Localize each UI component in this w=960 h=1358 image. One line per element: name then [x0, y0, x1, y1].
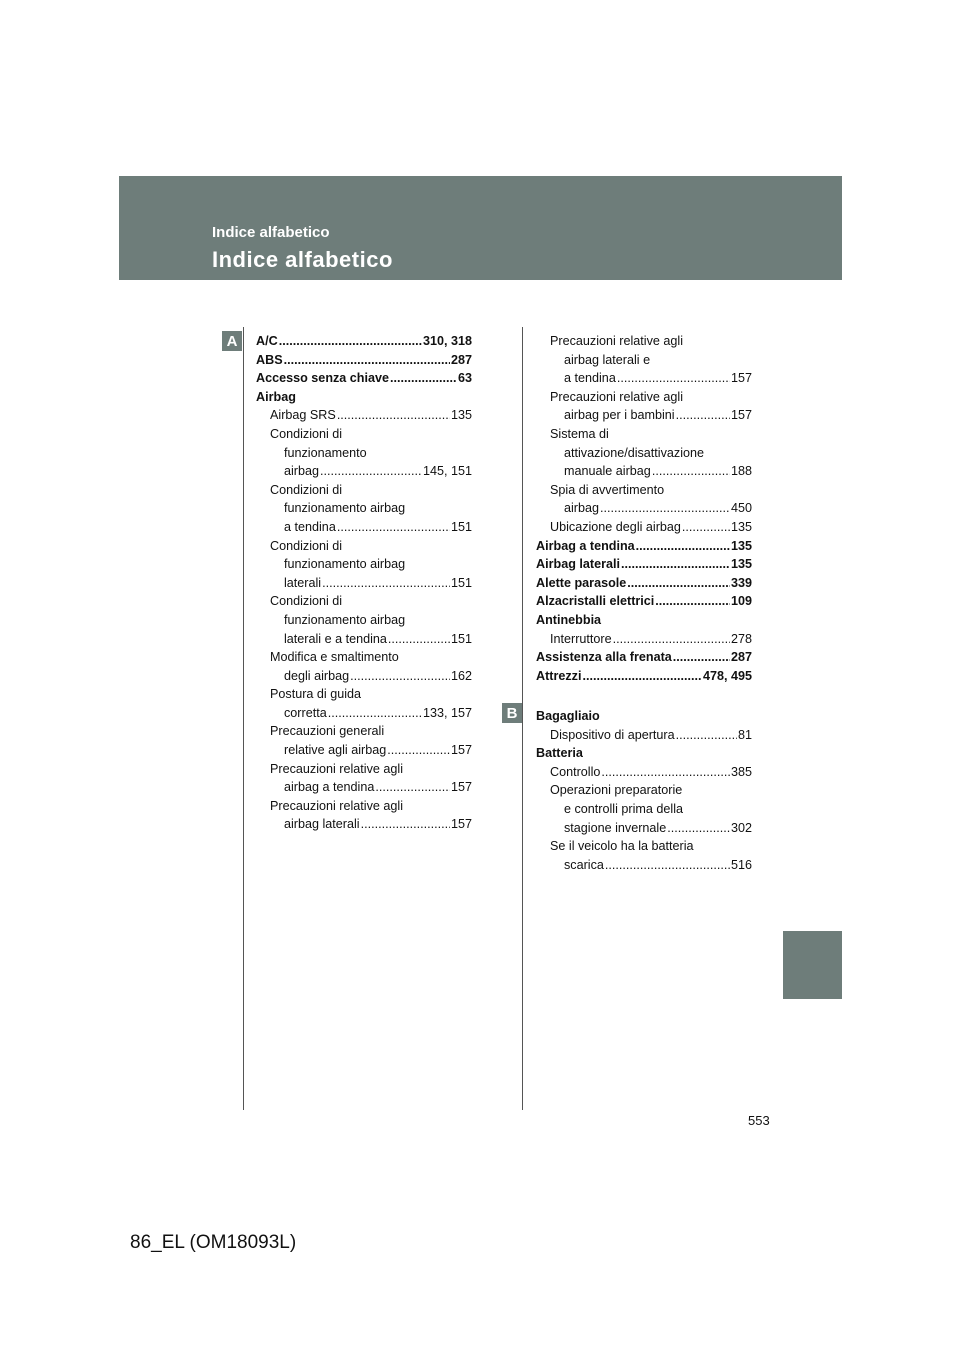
entry-page: 81 — [737, 727, 752, 742]
entry-term: airbag — [564, 501, 600, 516]
index-entry — [256, 351, 472, 370]
letter-marker-a: A — [222, 331, 242, 351]
entry-term: funzionamento airbag — [284, 612, 406, 627]
index-entry — [256, 611, 472, 630]
entry-term: Alzacristalli elettrici — [536, 594, 655, 609]
index-entry — [536, 555, 752, 574]
index-entry — [536, 630, 752, 649]
entry-term: Airbag — [256, 389, 296, 404]
index-entry — [536, 369, 752, 388]
index-entry — [536, 819, 752, 838]
entry-term: Operazioni preparatorie — [550, 783, 683, 798]
entry-term: Spia di avvertimento — [550, 482, 665, 497]
entry-page: 310, 318 — [422, 334, 472, 348]
entry-term: laterali — [284, 575, 322, 590]
dot-leader — [655, 592, 730, 611]
entry-term: airbag a tendina — [284, 780, 375, 795]
entry-term: Condizioni di — [270, 594, 343, 609]
dot-leader — [387, 741, 450, 760]
entry-term: Airbag laterali — [536, 557, 620, 572]
dot-leader — [627, 574, 730, 593]
entry-page: 339 — [730, 575, 752, 590]
entry-page: 188 — [730, 464, 752, 479]
section-header — [119, 176, 842, 280]
entry-term: Postura di guida — [270, 687, 362, 702]
entry-page: 135 — [730, 538, 752, 553]
index-entry — [536, 763, 752, 782]
index-entry — [536, 800, 752, 819]
dot-leader — [652, 462, 730, 481]
entry-page: 162 — [450, 668, 472, 683]
index-entry — [256, 648, 472, 667]
dot-leader — [388, 630, 450, 649]
index-column-right-a — [536, 332, 752, 685]
index-entry — [256, 537, 472, 556]
entry-page: 157 — [730, 371, 752, 386]
entry-term: corretta — [284, 705, 327, 720]
column-divider-right — [522, 327, 523, 1110]
entry-page: 145, 151 — [422, 464, 472, 479]
dot-leader — [682, 518, 730, 537]
entry-page: 157 — [450, 817, 472, 832]
entry-term: funzionamento airbag — [284, 557, 406, 572]
dot-leader — [605, 856, 730, 875]
dot-leader — [621, 555, 730, 574]
index-entry — [536, 499, 752, 518]
dot-leader — [667, 819, 730, 838]
entry-term: Antinebbia — [536, 612, 602, 627]
entry-page: 151 — [450, 519, 472, 534]
entry-term: Alette parasole — [536, 575, 627, 590]
entry-term: scarica — [564, 857, 604, 872]
index-entry — [536, 425, 752, 444]
dot-leader — [320, 462, 422, 481]
index-entry — [256, 444, 472, 463]
entry-page: 516 — [730, 857, 752, 872]
column-divider-left — [243, 327, 244, 1110]
dot-leader — [361, 815, 450, 834]
index-entry — [536, 856, 752, 875]
index-entry — [536, 462, 752, 481]
dot-leader — [676, 406, 730, 425]
entry-term: Condizioni di — [270, 426, 343, 441]
entry-term: funzionamento — [284, 445, 367, 460]
index-entry — [256, 332, 472, 351]
entry-page: 133, 157 — [422, 705, 472, 720]
index-entry — [256, 592, 472, 611]
index-column-right-b — [536, 707, 752, 874]
entry-term: Airbag SRS — [270, 408, 336, 423]
index-entry — [536, 781, 752, 800]
dot-leader — [673, 648, 730, 667]
dot-leader — [328, 704, 422, 723]
index-entry — [256, 741, 472, 760]
entry-term: stagione invernale — [564, 820, 667, 835]
dot-leader — [322, 574, 450, 593]
entry-page: 151 — [450, 631, 472, 646]
index-entry — [256, 406, 472, 425]
entry-page: 287 — [730, 650, 752, 665]
index-entry — [536, 837, 752, 856]
index-entry — [256, 499, 472, 518]
entry-term: Controllo — [550, 764, 601, 779]
entry-term: airbag laterali — [284, 817, 360, 832]
dot-leader — [613, 630, 730, 649]
index-entry — [256, 685, 472, 704]
index-entry — [256, 797, 472, 816]
letter-marker-b: B — [502, 703, 522, 723]
entry-term: Sistema di — [550, 426, 609, 441]
index-entry — [256, 462, 472, 481]
entry-term: degli airbag — [284, 668, 350, 683]
entry-page: 63 — [457, 371, 472, 386]
entry-term: Accesso senza chiave — [256, 371, 390, 386]
dot-leader — [600, 499, 730, 518]
dot-leader — [617, 369, 730, 388]
index-entry — [536, 744, 752, 763]
index-entry — [536, 388, 752, 407]
index-entry — [256, 778, 472, 797]
index-entry — [536, 667, 752, 686]
entry-term: Ubicazione degli airbag — [550, 519, 681, 534]
index-column-left — [256, 332, 472, 834]
dot-leader — [676, 726, 737, 745]
entry-term: ABS — [256, 352, 283, 367]
index-entry — [536, 726, 752, 745]
entry-page: 287 — [450, 352, 472, 367]
entry-page: 157 — [450, 780, 472, 795]
index-entry — [256, 815, 472, 834]
dot-leader — [337, 406, 450, 425]
entry-term: airbag per i bambini — [564, 408, 675, 423]
entry-term: Assistenza alla frenata — [536, 650, 672, 665]
index-entry — [256, 481, 472, 500]
dot-leader — [337, 518, 450, 537]
index-entry — [536, 707, 752, 726]
entry-page: 478, 495 — [702, 668, 752, 683]
index-entry — [536, 518, 752, 537]
entry-page: 385 — [730, 764, 752, 779]
index-entry — [536, 648, 752, 667]
entry-term: Airbag a tendina — [536, 538, 635, 553]
entry-page: 109 — [730, 594, 752, 609]
entry-term: Bagagliaio — [536, 709, 600, 723]
entry-page: 157 — [450, 743, 472, 758]
entry-term: laterali e a tendina — [284, 631, 387, 646]
dot-leader — [284, 351, 450, 370]
entry-page: 135 — [730, 557, 752, 572]
index-entry — [536, 332, 752, 351]
entry-page: 302 — [730, 820, 752, 835]
index-entry — [256, 425, 472, 444]
index-entry — [536, 611, 752, 630]
entry-term: Condizioni di — [270, 538, 343, 553]
index-entry — [536, 444, 752, 463]
entry-page: 278 — [730, 631, 752, 646]
entry-term: Modifica e smaltimento — [270, 650, 399, 665]
entry-page: 135 — [730, 519, 752, 534]
entry-term: attivazione/disattivazione — [564, 445, 705, 460]
index-entry — [256, 722, 472, 741]
entry-term: Precauzioni generali — [270, 724, 385, 739]
index-entry — [256, 760, 472, 779]
chapter-tab — [783, 931, 842, 999]
entry-term: a tendina — [284, 519, 336, 534]
index-entry — [256, 704, 472, 723]
entry-term: airbag laterali e — [564, 352, 651, 367]
entry-term: funzionamento airbag — [284, 501, 406, 516]
index-entry — [536, 406, 752, 425]
index-entry — [536, 351, 752, 370]
dot-leader — [601, 763, 730, 782]
entry-term: Precauzioni relative agli — [550, 334, 684, 348]
entry-term: Precauzioni relative agli — [550, 389, 684, 404]
index-entry — [256, 574, 472, 593]
entry-term: airbag — [284, 464, 320, 479]
dot-leader — [279, 332, 422, 351]
entry-term: a tendina — [564, 371, 616, 386]
entry-page: 157 — [730, 408, 752, 423]
entry-page: 450 — [730, 501, 752, 516]
index-entry — [536, 574, 752, 593]
index-entry — [256, 518, 472, 537]
entry-term: Se il veicolo ha la batteria — [550, 839, 694, 854]
entry-term: Condizioni di — [270, 482, 343, 497]
entry-page: 151 — [450, 575, 472, 590]
header-subtitle: Indice alfabetico — [212, 224, 330, 241]
entry-term: e controlli prima della — [564, 801, 683, 816]
index-entry — [256, 369, 472, 388]
index-entry — [536, 537, 752, 556]
dot-leader — [375, 778, 450, 797]
entry-page: 135 — [450, 408, 472, 423]
index-entry — [536, 592, 752, 611]
index-entry — [256, 630, 472, 649]
dot-leader — [636, 537, 730, 556]
entry-term: manuale airbag — [564, 464, 651, 479]
entry-term: Precauzioni relative agli — [270, 798, 404, 813]
entry-term: A/C — [256, 334, 278, 348]
index-entry — [256, 555, 472, 574]
dot-leader — [390, 369, 457, 388]
index-entry — [536, 481, 752, 500]
dot-leader — [350, 667, 450, 686]
index-entry — [256, 667, 472, 686]
entry-term: Batteria — [536, 746, 583, 761]
entry-term: Attrezzi — [536, 668, 582, 683]
document-code: 86_EL (OM18093L) — [130, 1232, 297, 1253]
entry-term: relative agli airbag — [284, 743, 387, 758]
entry-term: Interruttore — [550, 631, 612, 646]
dot-leader — [582, 667, 701, 686]
index-entry — [256, 388, 472, 407]
entry-term: Precauzioni relative agli — [270, 761, 404, 776]
header-title: Indice alfabetico — [212, 247, 393, 272]
page-number: 553 — [748, 1113, 770, 1128]
entry-term: Dispositivo di apertura — [550, 727, 675, 742]
